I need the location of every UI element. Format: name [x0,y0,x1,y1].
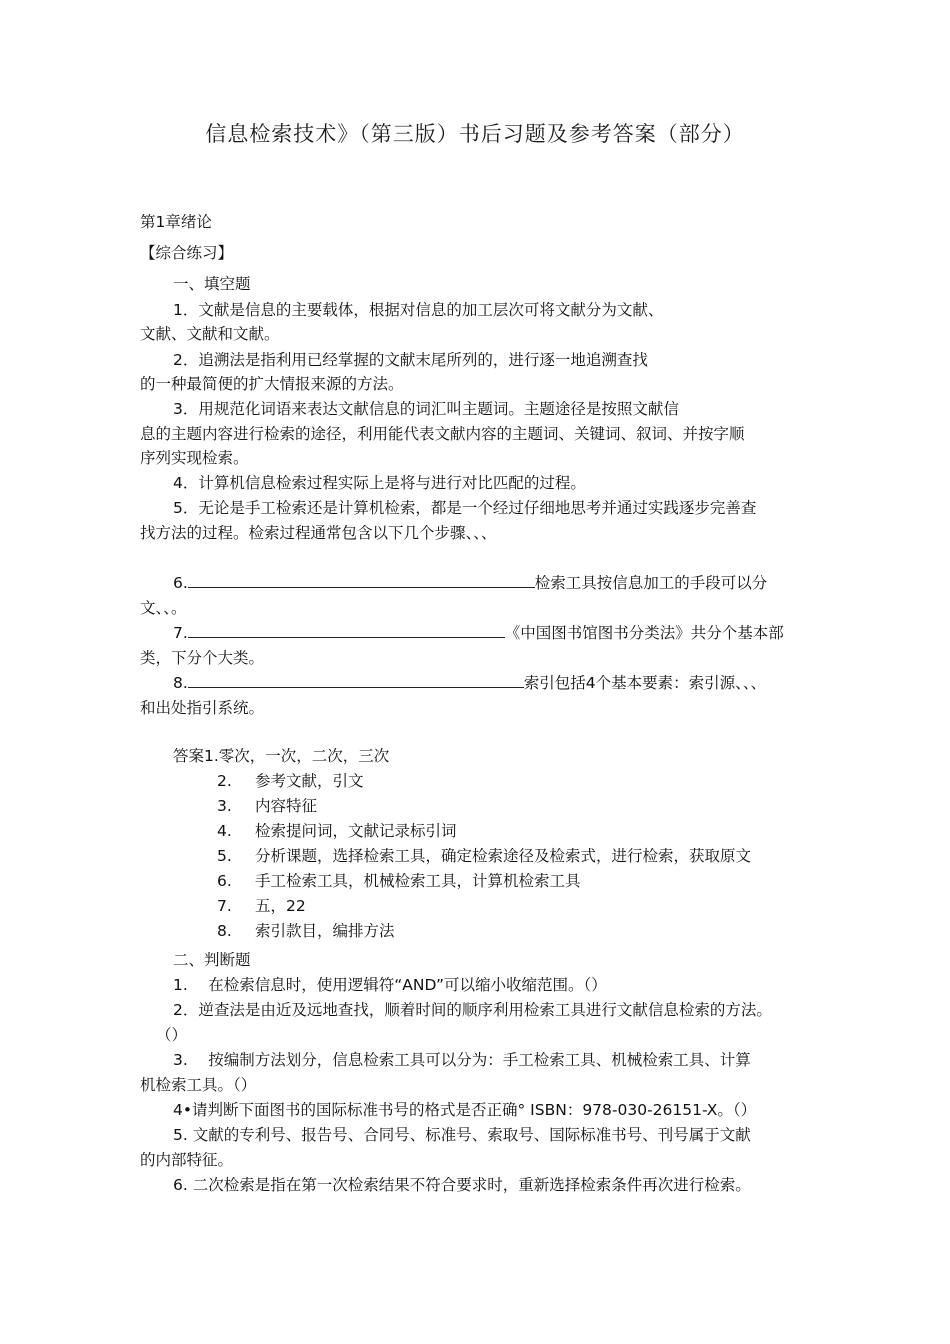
question-6-text: 检索工具按信息加工的手段可以分 [534,574,768,592]
question-3-line-1: 3．用规范化词语来表达文献信息的词汇叫主题词。主题途径是按照文献信 [173,400,679,418]
judgment-6: 6. 二次检索是指在第一次检索结果不符合要求时，重新选择检索条件再次进行检索。 [173,1176,751,1194]
answer-text: 索引款目，编排方法 [255,922,395,940]
question-6-number: 6. [173,574,188,592]
answer-item [217,821,457,841]
question-3-line-2: 息的主题内容进行检索的途径，利用能代表文献内容的主题词、关键词、叙词、并按字顺 [140,425,745,443]
answer-item [217,921,395,941]
question-2-line-1: 2．追溯法是指利用已经掌握的文献末尾所列的，进行逐一地追溯查找 [173,351,648,369]
answer-text: 手工检索工具，机械检索工具，计算机检索工具 [255,872,581,890]
answer-number: 7. [217,897,232,915]
question-6-blank [188,573,535,588]
judgment-2-line-1: 2．逆查法是由近及远地查找，顺着时间的顺序利用检索工具进行文献信息检索的方法。 [173,1001,772,1019]
answer-text: 内容特征 [255,797,318,815]
answer-number: 5. [217,847,232,865]
question-8-line-2: 和出处指引系统。 [140,699,265,717]
answer-item [217,771,364,791]
section-heading-fill-blank: 一、填空题 [173,275,251,293]
document-title: 信息检索技术》（第三版）书后习题及参考答案（部分） [205,122,745,146]
answer-text: 五，22 [255,897,306,915]
judgment-3-line-2: 机检索工具。（） [140,1076,257,1094]
question-4: 4．计算机信息检索过程实际上是将与进行对比匹配的过程。 [173,474,586,492]
section-heading-true-false: 二、判断题 [173,951,251,969]
question-8-line-1 [173,673,766,693]
answer-number: 2. [217,772,232,790]
judgment-5-line-2: 的内部特征。 [140,1151,234,1169]
question-6-line-2: 文、、。 [140,599,187,617]
judgment-3-line-1: 3. 按编制方法划分，信息检索工具可以分为：手工检索工具、机械检索工具、计算 [173,1051,751,1069]
answer-text: 参考文献，引文 [255,772,364,790]
chapter-heading: 第1章绪论 [140,213,212,231]
answer-number: 8. [217,922,232,940]
question-5-line-2: 找方法的过程。检索过程通常包含以下几个步骤、、、 [140,524,497,542]
question-7-text: 《中国图书馆图书分类法》共分个基本部 [504,624,784,642]
question-6-line-1 [173,573,767,593]
question-8-blank [188,673,524,688]
judgment-5-line-1: 5. 文献的专利号、报告号、合同号、标准号、索取号、国际标准书号、刊号属于文献 [173,1126,751,1144]
question-7-line-2: 类，下分个大类。 [140,649,265,667]
exercise-header: 【综合练习】 [140,244,234,262]
question-8-text: 索引包括4个基本要素：索引源、、、 [523,674,767,692]
answer-text: 分析课题，选择检索工具，确定检索途径及检索式，进行检索，获取原文 [255,847,752,865]
question-1-line-1: 1．文献是信息的主要载体，根据对信息的加工层次可将文献分为文献、 [173,301,664,319]
answer-number: 3. [217,797,232,815]
question-3-line-3: 序列实现检索。 [140,449,249,467]
question-2-line-2: 的一种最简便的扩大情报来源的方法。 [140,375,404,393]
question-7-number: 7. [173,624,188,642]
question-5-line-1: 5．无论是手工检索还是计算机检索，都是一个经过仔细地思考并通过实践逐步完善查 [173,499,757,517]
answer-item [217,896,306,916]
question-7-blank [188,623,505,638]
judgment-1: 1. 在检索信息时，使用逻辑符“AND”可以缩小收缩范围。（） [173,976,607,994]
question-8-number: 8. [173,674,188,692]
answer-item [217,846,751,866]
answer-text: 检索提问词，文献记录标引词 [255,822,457,840]
answer-item [217,796,317,816]
answer-1: 答案1.零次，一次，二次，三次 [173,747,390,765]
question-7-line-1 [173,623,784,643]
question-1-line-2: 文献、文献和文献。 [140,325,280,343]
answer-number: 4. [217,822,232,840]
judgment-4: 4•请判断下面图书的国际标准书号的格式是否正确° ISBN：978-030-26151-X。（） [173,1101,757,1119]
judgment-2-line-2: （） [156,1026,188,1044]
answer-item [217,871,581,891]
answer-number: 6. [217,872,232,890]
